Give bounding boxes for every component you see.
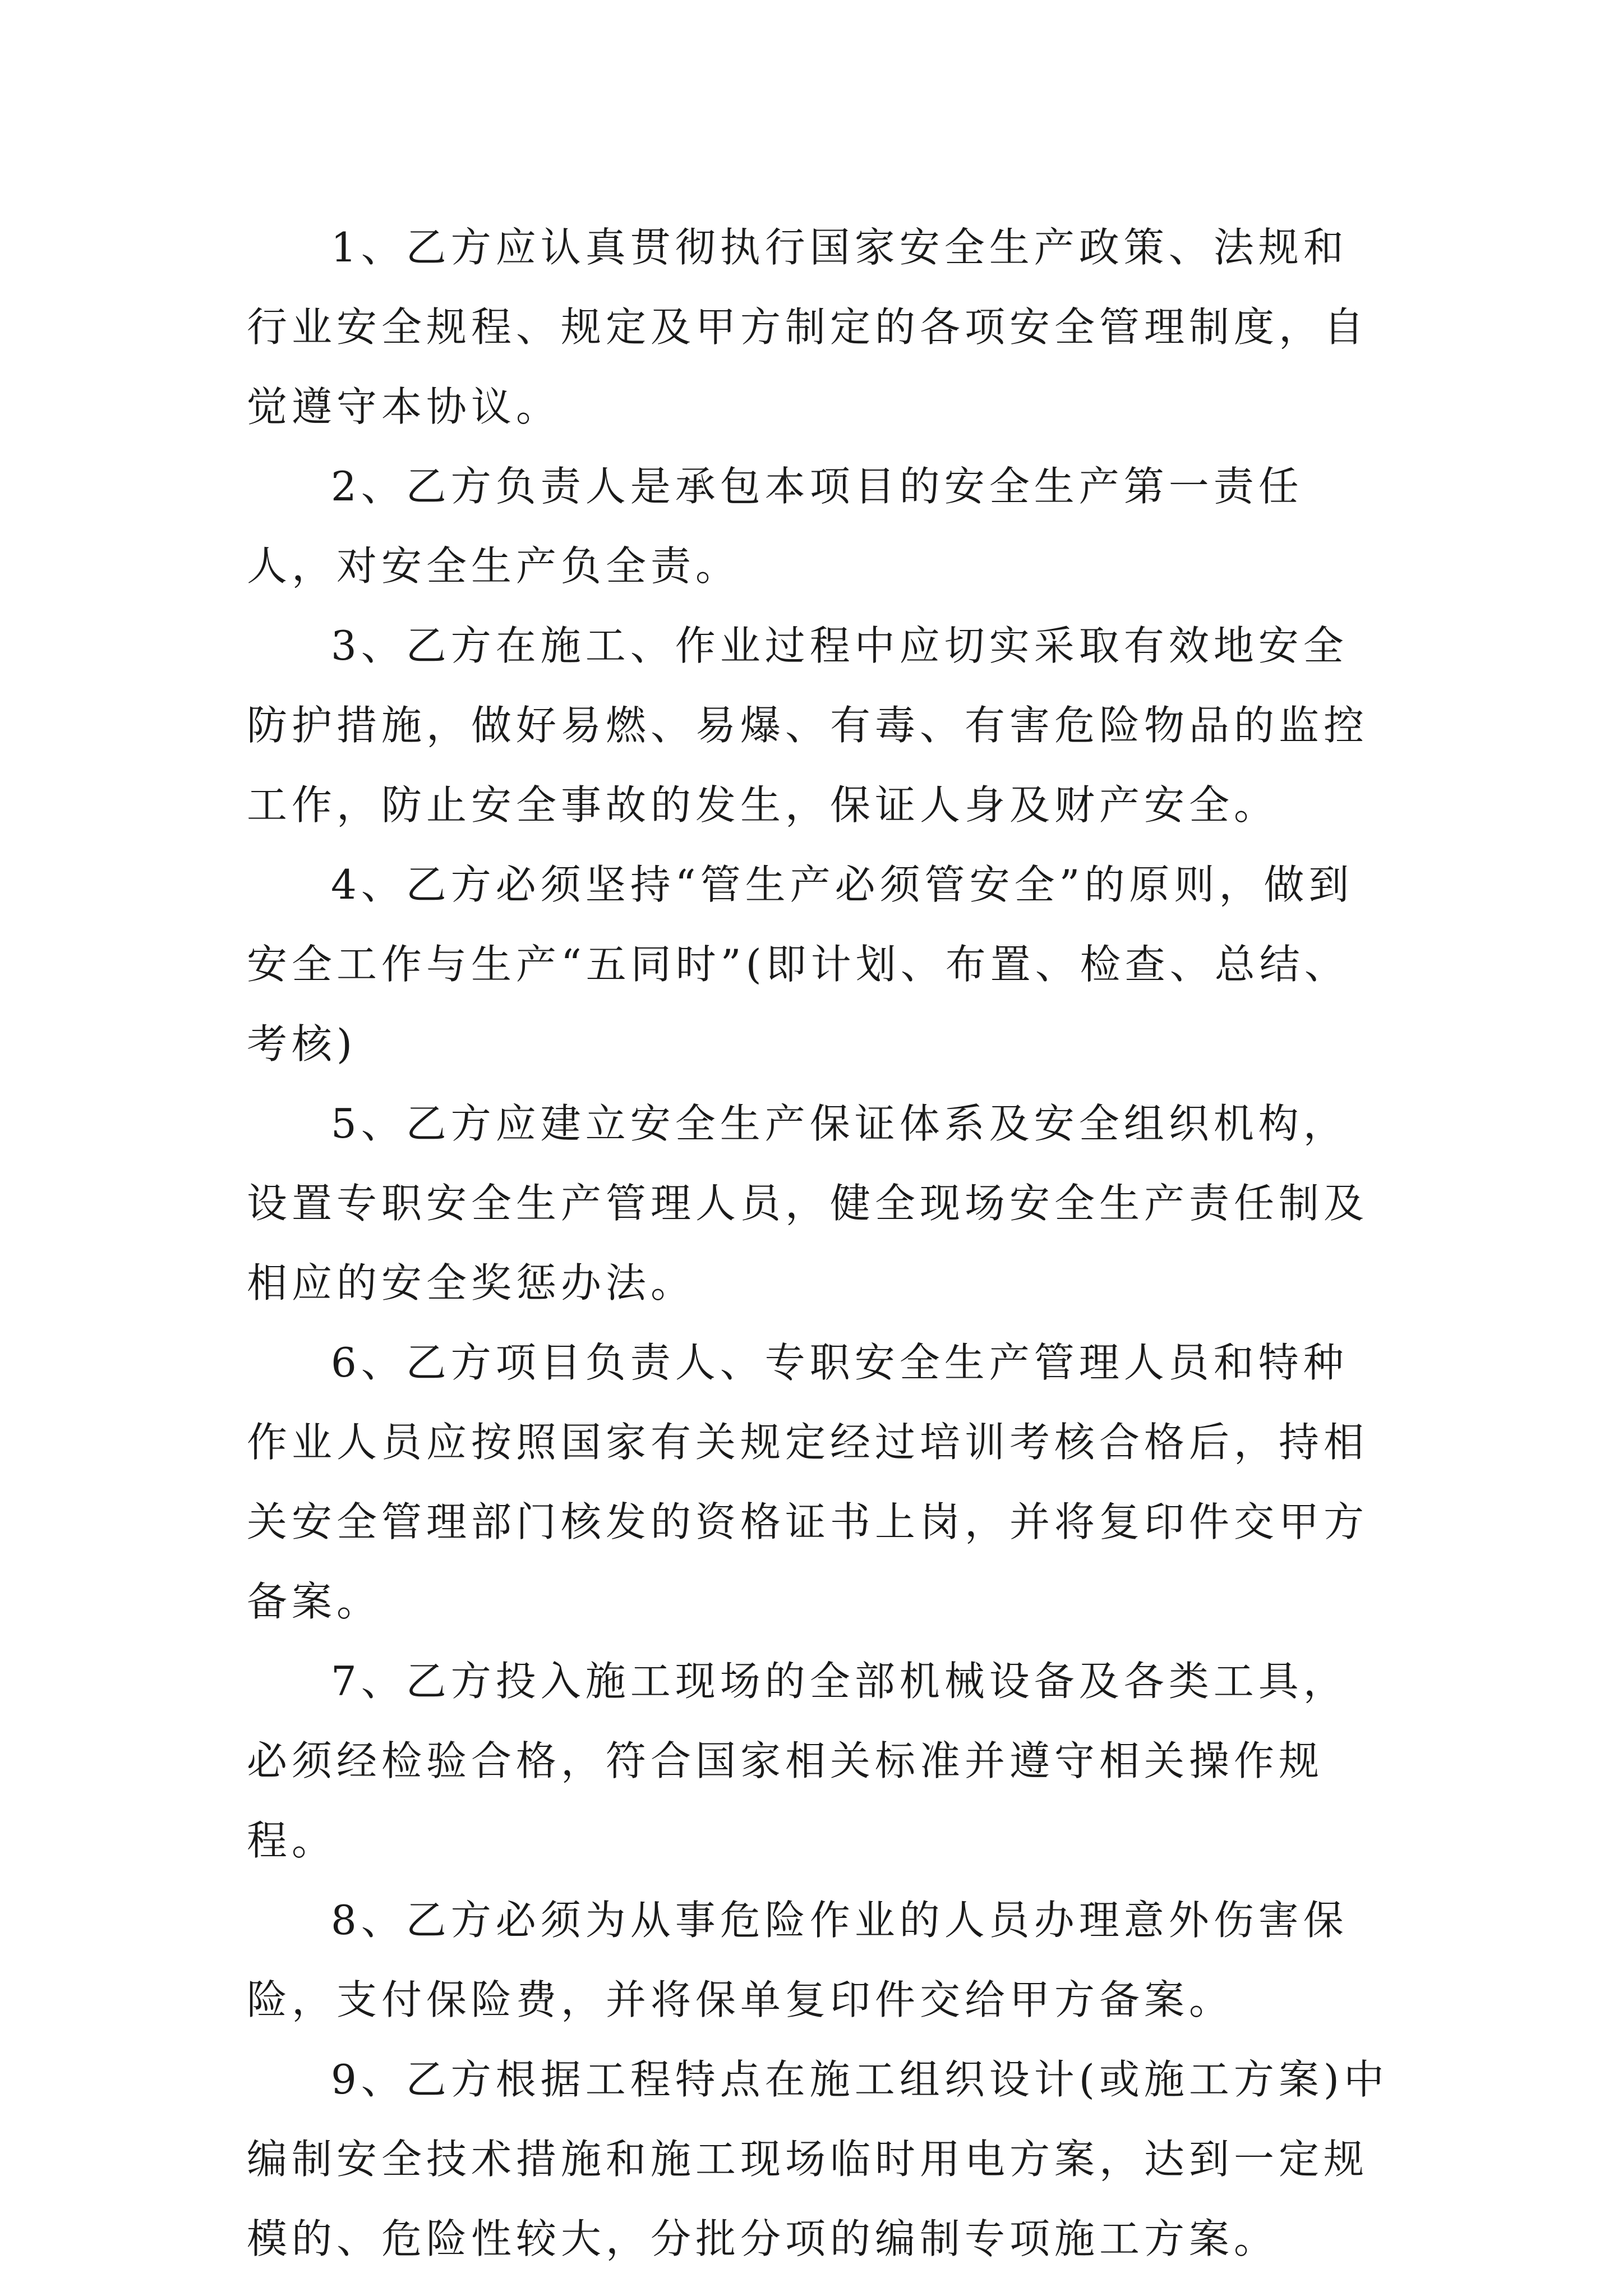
clause-8: 8、乙方必须为从事危险作业的人员办理意外伤害保险，支付保险费，并将保单复印件交给甲方备案。 bbox=[247, 1897, 1348, 2023]
clause-2: 2、乙方负责人是承包本项目的安全生产第一责任人，对安全生产负全责。 bbox=[247, 463, 1303, 590]
clause-3: 3、乙方在施工、作业过程中应切实采取有效地安全防护措施，做好易燃、易爆、有毒、有害危险物品的监控工作，防止安全事故的发生，保证人身及财产安全。 bbox=[247, 622, 1369, 829]
clause-4: 4、乙方必须坚持“管生产必须管安全”的原则，做到安全工作与生产“五同时”(即计划、布置、检查、总结、考核) bbox=[247, 861, 1354, 1068]
clause-5: 5、乙方应建立安全生产保证体系及安全组织机构，设置专职安全生产管理人员，健全现场安全生产责任制及相应的安全奖惩办法。 bbox=[247, 1100, 1369, 1306]
clause-6: 6、乙方项目负责人、专职安全生产管理人员和特种作业人员应按照国家有关规定经过培训考核合格后，持相关安全管理部门核发的资格证书上岗，并将复印件交甲方备案。 bbox=[247, 1339, 1369, 1625]
clause-9: 9、乙方根据工程特点在施工组织设计(或施工方案)中编制安全技术措施和施工现场临时用电方案，达到一定规模的、危险性较大，分批分项的编制专项施工方案。 bbox=[247, 2056, 1389, 2262]
clause-1: 1、乙方应认真贯彻执行国家安全生产政策、法规和行业安全规程、规定及甲方制定的各项安全管理制度，自觉遵守本协议。 bbox=[247, 224, 1369, 430]
clause-7: 7、乙方投入施工现场的全部机械设备及各类工具，必须经检验合格，符合国家相关标准并遵守相关操作规程。 bbox=[247, 1658, 1348, 1864]
document-body bbox=[247, 208, 1391, 2279]
